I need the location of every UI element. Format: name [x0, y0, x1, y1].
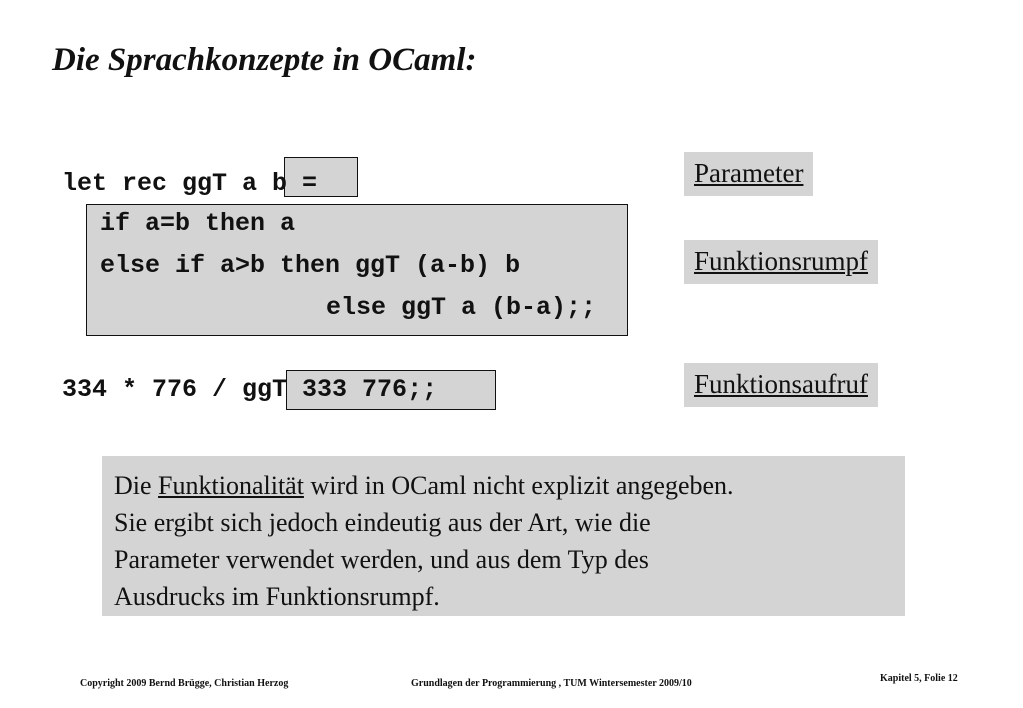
code-line-3: else if a>b then ggT (a-b) b [100, 251, 521, 280]
code-equals: = [302, 169, 318, 198]
note-text-start: Die [114, 471, 159, 500]
code-terminator: ;; [566, 293, 597, 322]
code-params: a b [242, 169, 303, 198]
explanation-note [102, 456, 905, 616]
slide-title: Die Sprachkonzepte in OCaml: [52, 42, 477, 78]
code-line-1 [62, 169, 317, 199]
footer-page-number: Kapitel 5, Folie 12 [880, 673, 958, 684]
code-expression: 334 * 776 / [62, 375, 243, 404]
note-line-3: Parameter verwendet werden, und aus dem Typ des [114, 545, 649, 574]
function-body-label: Funktionsrumpf [684, 240, 878, 284]
function-call-label: Funktionsaufruf [684, 363, 878, 407]
code-line-5 [62, 375, 437, 405]
code-line-4 [326, 293, 596, 323]
parameter-label: Parameter [684, 152, 813, 196]
code-line-2: if a=b then a [100, 209, 296, 238]
code-function-call: ggT 333 776 [242, 375, 408, 404]
footer-copyright: Copyright 2009 Bernd Brügge, Christian Herzog [80, 678, 289, 689]
code-else-branch: else ggT a (b-a) [326, 293, 567, 322]
footer-course: Grundlagen der Programmierung , TUM Wintersemester 2009/10 [411, 678, 692, 689]
note-text-end: wird in OCaml nicht explizit angegeben. [303, 471, 734, 500]
code-terminator-2: ;; [407, 375, 438, 404]
note-underlined-term: Funktionalität [158, 471, 304, 500]
note-line-1 [114, 467, 893, 504]
note-line-4: Ausdrucks im Funktionsrumpf. [114, 582, 440, 611]
code-let-rec: let rec ggT [62, 169, 243, 198]
note-line-2: Sie ergibt sich jedoch eindeutig aus der Art, wie die [114, 508, 651, 537]
